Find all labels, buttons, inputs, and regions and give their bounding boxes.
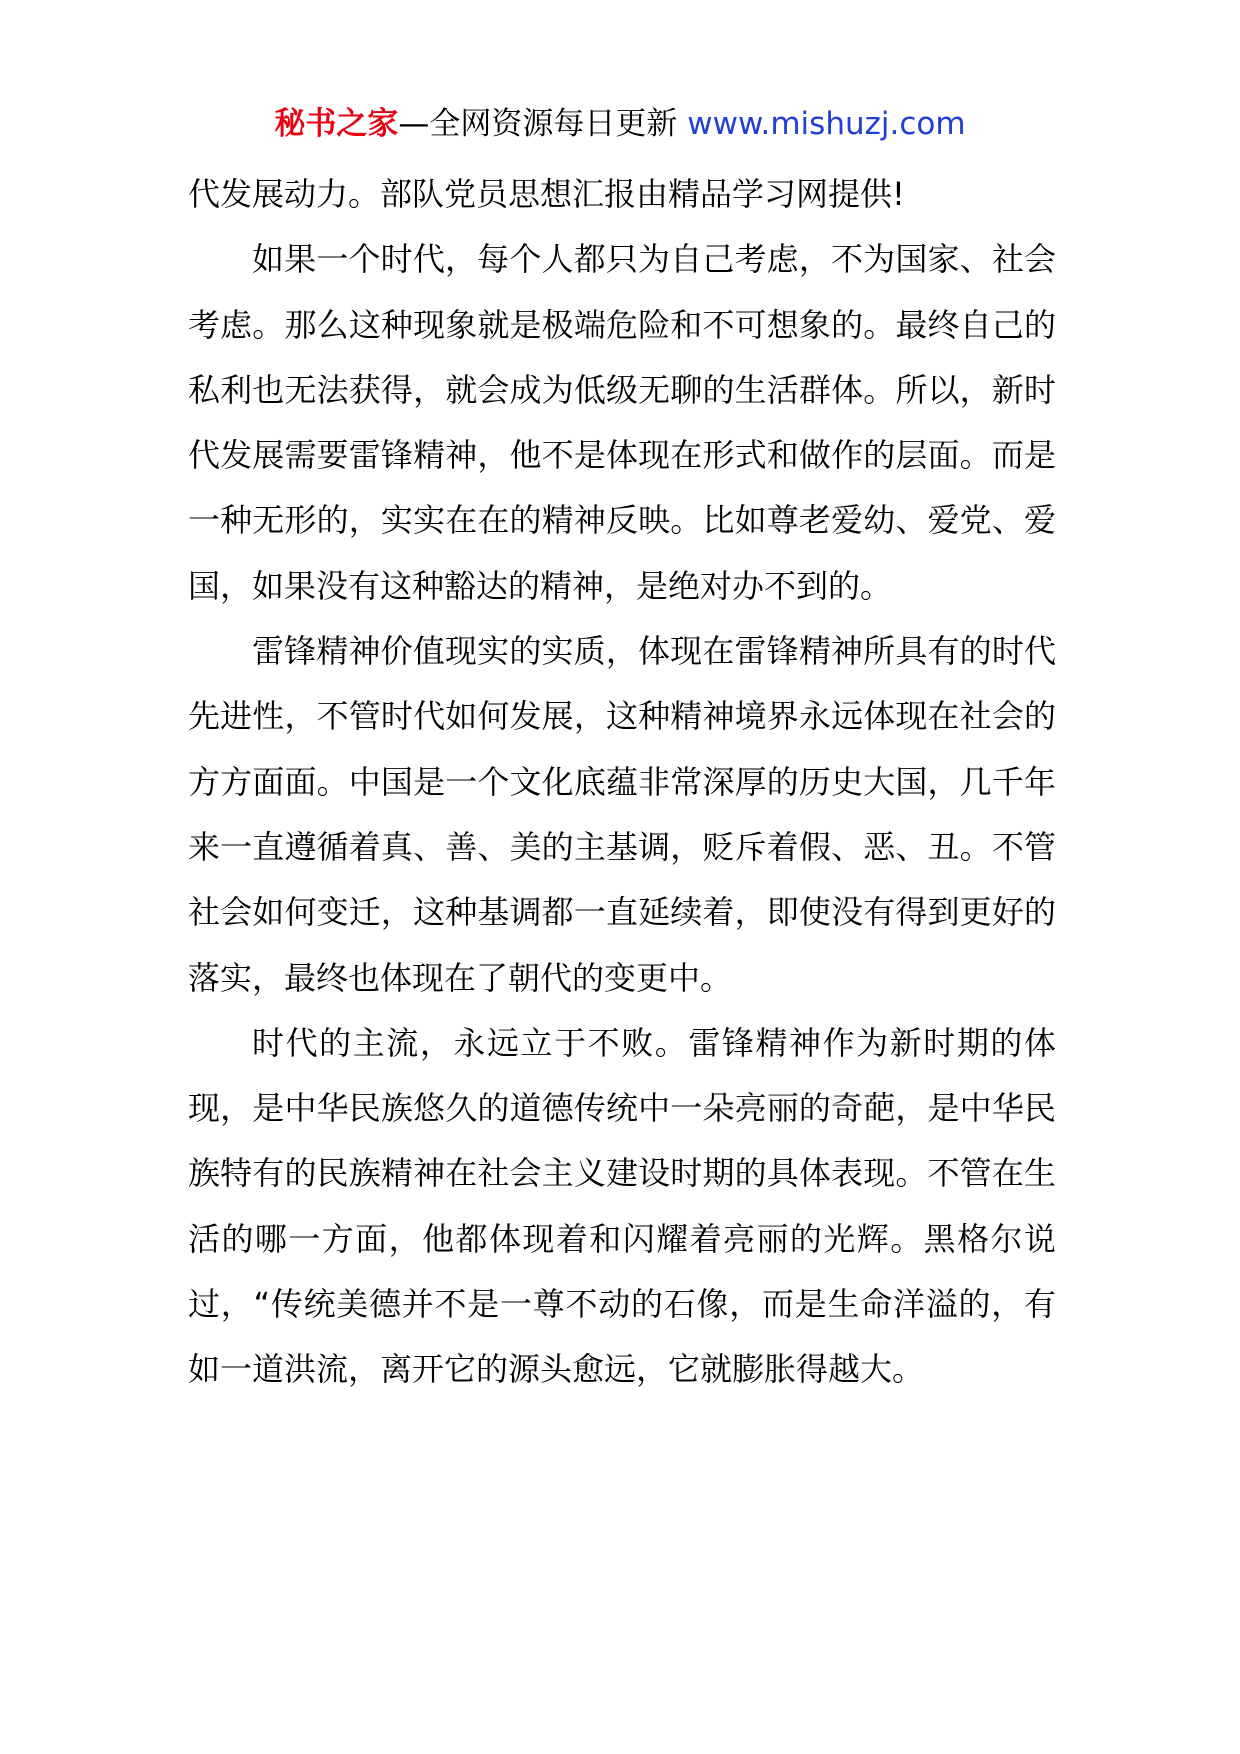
paragraph: 雷锋精神价值现实的实质，体现在雷锋精神所具有的时代先进性，不管时代如何发展，这种精神境界永远体现在社会的方方面面。中国是一个文化底蕴非常深厚的历史大国，几千年来一直遵循着真、善、美的主基调，贬斥着假、恶、丑。不管社会如何变迁，这种基调都一直延续着，即使没有得到更好的落实，最终也体现在了朝代的变更中。 xyxy=(188,632,1056,997)
paragraph: 如果一个时代，每个人都只为自己考虑，不为国家、社会考虑。那么这种现象就是极端危险和不可想象的。最终自己的私利也无法获得，就会成为低级无聊的生活群体。所以，新时代发展需要雷锋精神，他不是体现在形式和做作的层面。而是一种无形的，实实在在的精神反映。比如尊老爱幼、爱党、爱国，如果没有这种豁达的精神，是绝对办不到的。 xyxy=(188,240,1056,605)
document-body xyxy=(188,162,1056,1403)
site-brand: 秘书之家 xyxy=(274,106,399,142)
site-url-link[interactable]: www.mishuzj.com xyxy=(687,106,966,142)
paragraph-continuation: 代发展动力。部队党员思想汇报由精品学习网提供! xyxy=(188,175,905,213)
page-header xyxy=(0,100,1240,148)
site-tagline: —全网资源每日更新 xyxy=(398,106,678,142)
paragraph: 时代的主流，永远立于不败。雷锋精神作为新时期的体现，是中华民族悠久的道德传统中一朵亮丽的奇葩，是中华民族特有的民族精神在社会主义建设时期的具体表现。不管在生活的哪一方面，他都体现着和闪耀着亮丽的光辉。黑格尔说过，“传统美德并不是一尊不动的石像，而是生命洋溢的，有如一道洪流，离开它的源头愈远，它就膨胀得越大。 xyxy=(188,1023,1056,1389)
